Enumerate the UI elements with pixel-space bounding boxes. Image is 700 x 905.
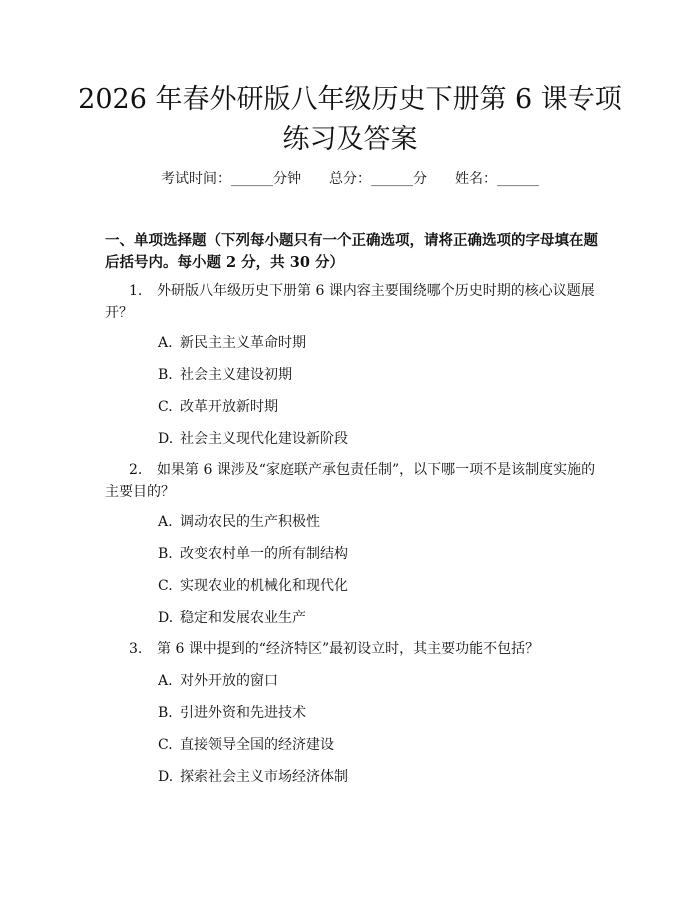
question-2-option-b — [158, 545, 598, 563]
option-text: 对外开放的窗口 — [180, 673, 278, 689]
option-letter: A. — [158, 673, 173, 689]
option-letter: A. — [158, 514, 173, 530]
option-text: 稳定和发展农业生产 — [180, 610, 306, 626]
exam-time-label: 考试时间：______分钟 — [161, 171, 301, 187]
question-number: 1. — [129, 283, 143, 299]
option-letter: B. — [158, 367, 173, 383]
section-heading: 一、单项选择题（下列每小题只有一个正确选项，请将正确选项的字母填在题后括号内。每小题 2 分，共 30 分） — [105, 232, 598, 271]
option-letter: B. — [158, 705, 173, 721]
student-name-label: 姓名：______ — [455, 171, 539, 187]
exam-info-row — [0, 170, 700, 188]
question-text: 如果第 6 课涉及“家庭联产承包责任制”，以下哪一项不是该制度实施的主要目的？ — [105, 462, 596, 500]
question-2-option-d — [158, 609, 598, 627]
option-text: 社会主义建设初期 — [180, 367, 292, 383]
question-text: 第 6 课中提到的“经济特区”最初设立时，其主要功能不包括？ — [157, 641, 540, 657]
option-text: 新民主主义革命时期 — [180, 335, 306, 351]
option-letter: C. — [158, 399, 173, 415]
option-letter: C. — [158, 737, 173, 753]
question-1-option-b — [158, 366, 598, 384]
option-text: 改革开放新时期 — [180, 399, 278, 415]
option-letter: B. — [158, 546, 173, 562]
page-title: 2026 年春外研版八年级历史下册第 6 课专项练习及答案 — [78, 84, 622, 155]
question-number: 2. — [129, 462, 143, 478]
option-text: 调动农民的生产积极性 — [180, 514, 320, 530]
option-text: 探索社会主义市场经济体制 — [180, 769, 348, 785]
option-text: 改变农村单一的所有制结构 — [180, 546, 348, 562]
question-1-option-c — [158, 398, 598, 416]
question-3-option-a — [158, 672, 598, 690]
total-score-label: 总分：______分 — [329, 171, 427, 187]
question-3 — [105, 638, 600, 660]
option-text: 引进外资和先进技术 — [180, 705, 306, 721]
question-number: 3. — [129, 641, 143, 657]
question-1-option-a — [158, 334, 598, 352]
question-3-option-d — [158, 768, 598, 786]
question-1-option-d — [158, 430, 598, 448]
question-1 — [105, 280, 600, 324]
question-text: 外研版八年级历史下册第 6 课内容主要围绕哪个历史时期的核心议题展开？ — [105, 283, 595, 321]
question-2-option-c — [158, 577, 598, 595]
option-text: 直接领导全国的经济建设 — [180, 737, 334, 753]
option-letter: C. — [158, 578, 173, 594]
option-letter: D. — [158, 610, 174, 626]
option-letter: D. — [158, 431, 174, 447]
option-letter: D. — [158, 769, 174, 785]
question-3-option-b — [158, 704, 598, 722]
question-3-option-c — [158, 736, 598, 754]
question-2-option-a — [158, 513, 598, 531]
option-text: 实现农业的机械化和现代化 — [180, 578, 348, 594]
option-letter: A. — [158, 335, 173, 351]
question-2 — [105, 459, 600, 503]
option-text: 社会主义现代化建设新阶段 — [180, 431, 348, 447]
